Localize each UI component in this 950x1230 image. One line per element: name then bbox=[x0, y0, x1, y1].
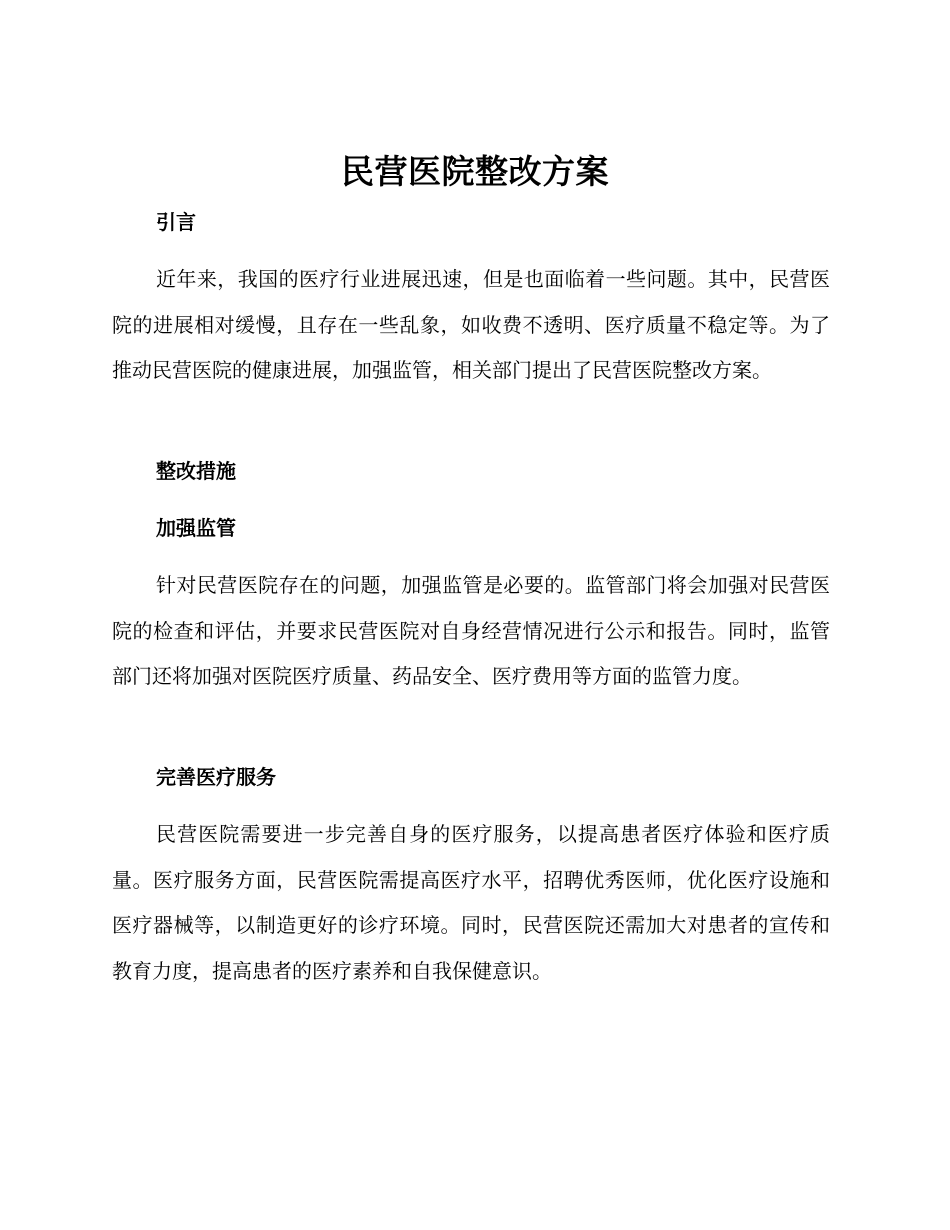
section-heading-measures: 整改措施 bbox=[156, 459, 236, 483]
section-paragraph-services: 民营医院需要进一步完善自身的医疗服务，以提高患者医疗体验和医疗质量。医疗服务方面，民营医院需提高医疗水平，招聘优秀医师，优化医疗设施和医疗器械等，以制造更好的诊疗环境。同时，民营医院还需加大对患者的宣传和教育力度，提高患者的医疗素养和自我保健意识。 bbox=[112, 822, 830, 984]
section-paragraph-intro: 近年来，我国的医疗行业进展迅速，但是也面临着一些问题。其中，民营医院的进展相对缓慢，且存在一些乱象，如收费不透明、医疗质量不稳定等。为了推动民营医院的健康进展，加强监管，相关部门提出了民营医院整改方案。 bbox=[112, 267, 830, 383]
section-heading-supervision: 加强监管 bbox=[156, 516, 236, 540]
document-title: 民营医院整改方案 bbox=[341, 152, 609, 191]
section-heading-services: 完善医疗服务 bbox=[156, 765, 276, 789]
section-heading-intro: 引言 bbox=[156, 210, 196, 234]
section-paragraph-supervision: 针对民营医院存在的问题，加强监管是必要的。监管部门将会加强对民营医院的检查和评估，并要求民营医院对自身经营情况进行公示和报告。同时，监管部门还将加强对医院医疗质量、药品安全、医疗费用等方面的监管力度。 bbox=[112, 573, 830, 689]
